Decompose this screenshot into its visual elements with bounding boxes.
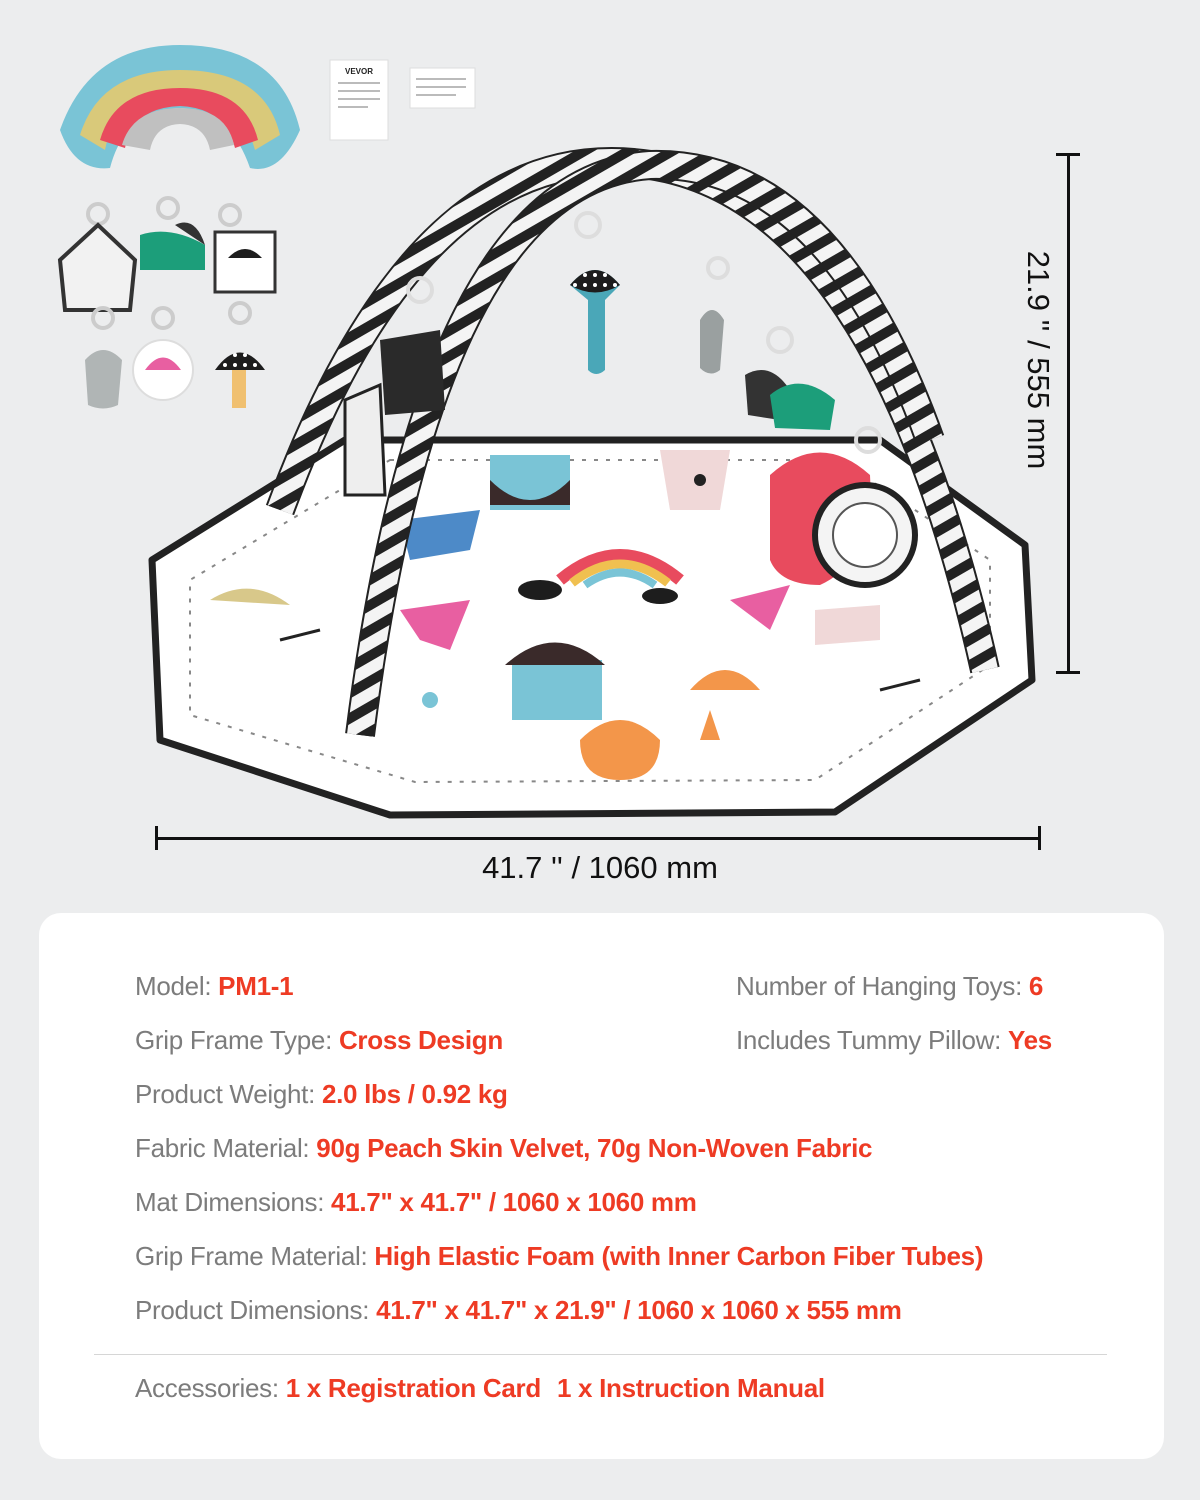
spec-card: [39, 913, 1164, 1459]
width-dimension-label: 41.7 '' / 1060 mm: [482, 850, 718, 885]
tummy-pillow: [60, 45, 300, 169]
spec-model: Model: PM1-1: [135, 971, 294, 1001]
registration-card: [410, 68, 475, 108]
spec-tummy-pillow: Includes Tummy Pillow: Yes: [736, 1025, 1052, 1055]
spec-accessories: Accessories: 1 x Registration Card 1 x Instruction Manual: [135, 1373, 825, 1403]
height-dimension-label: 21.9 '' / 555 mm: [1021, 250, 1056, 470]
spec-grip-frame-type: Grip Frame Type: Cross Design: [135, 1025, 503, 1055]
svg-text:VEVOR: VEVOR: [344, 67, 374, 76]
spec-fabric: Fabric Material: 90g Peach Skin Velvet, 70g Non-Woven Fabric: [135, 1133, 873, 1163]
instruction-manual: [330, 60, 388, 140]
width-dimension-line: [155, 826, 1041, 850]
spec-product-dimensions: Product Dimensions: 41.7" x 41.7" x 21.9" / 1060 x 1060 x 555 mm: [135, 1295, 902, 1325]
loose-toys: [60, 198, 275, 409]
spec-mat-dimensions: Mat Dimensions: 41.7" x 41.7" / 1060 x 1060 mm: [135, 1187, 697, 1217]
spec-weight: Product Weight: 2.0 lbs / 0.92 kg: [135, 1079, 508, 1109]
spec-hanging-toys: Number of Hanging Toys: 6: [736, 971, 1044, 1001]
height-dimension-line: [1056, 153, 1080, 674]
spec-grip-frame-material: Grip Frame Material: High Elastic Foam (with Inner Carbon Fiber Tubes): [135, 1241, 984, 1271]
spec-divider: [94, 1354, 1107, 1355]
